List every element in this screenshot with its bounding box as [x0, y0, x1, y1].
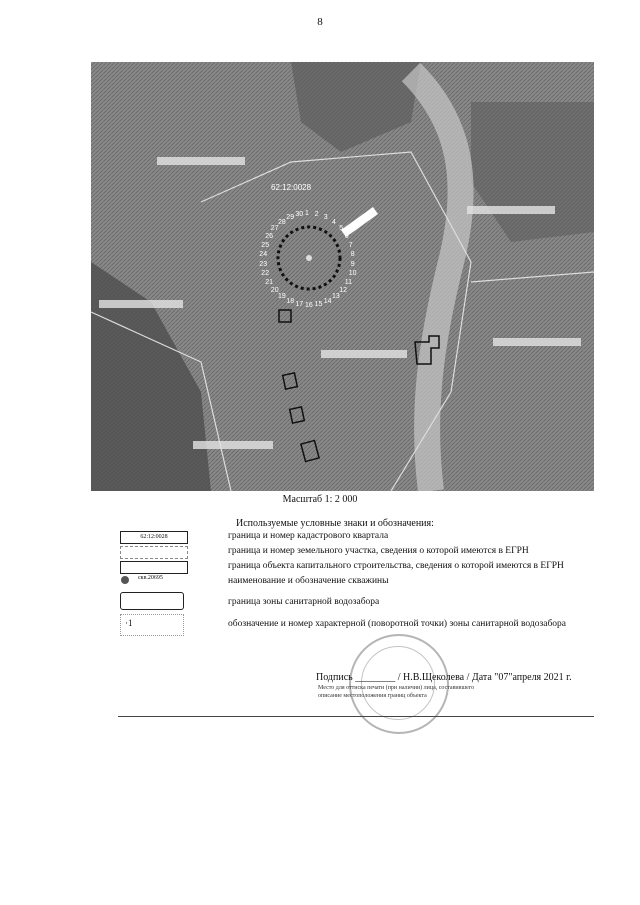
point-number: 16: [305, 302, 313, 309]
divider-line: [118, 716, 594, 717]
point-number: 4: [332, 218, 336, 226]
point-number: 15: [314, 301, 323, 308]
point-number: 27: [270, 225, 279, 233]
legend-item-well: наименование и обозначение скважины: [228, 576, 389, 586]
point-number: 22: [261, 270, 270, 278]
point-number: 18: [286, 298, 295, 305]
legend-symbol-well: [121, 576, 129, 584]
point-number: 21: [265, 279, 273, 286]
legend-title: Используемые условные знаки и обозначения:: [236, 518, 434, 529]
point-number: 5: [339, 225, 344, 233]
legend-item-quarter: граница и номер кадастрового квартала: [228, 531, 389, 541]
legend-symbol-point: [120, 614, 184, 636]
point-number: 10: [348, 270, 357, 278]
legend-symbol-plot: [120, 546, 188, 559]
legend-symbol-zone: [120, 592, 184, 610]
legend-symbol-well-label: скв.20695: [138, 575, 163, 581]
point-number: 20: [270, 286, 279, 294]
point-number: 9: [350, 260, 355, 268]
legend-symbol-quarter: 62:12:0028: [120, 531, 188, 544]
point-number: 19: [278, 293, 286, 301]
point-number: 28: [278, 218, 286, 226]
cadastral-block-label: 62:12:0028: [271, 183, 312, 192]
point-number: 13: [332, 293, 340, 301]
point-number: 25: [261, 241, 270, 249]
legend-item-building: граница объекта капитального строительства, сведения о которой имеются в ЕГРН: [228, 561, 564, 571]
map-image: [91, 62, 594, 491]
legend-item-point: обозначение и номер характерной (поворотной точки) зоны санитарной водозабора: [228, 619, 567, 629]
point-number: 7: [348, 241, 353, 249]
point-number: 11: [344, 279, 353, 286]
well-marker: [306, 255, 312, 261]
point-number: 29: [286, 214, 295, 221]
legend-item-zone: граница зоны санитарной водозабора: [228, 597, 380, 607]
page-number: 8: [317, 16, 323, 28]
legend-point-label: ·1: [125, 618, 133, 628]
point-number: 23: [259, 260, 268, 268]
point-number: 6: [344, 233, 349, 240]
legend-symbol-building: [120, 561, 188, 574]
signature-line: Подпись ________ / Н.В.Щеколева / Дата "07"апреля 2021 г.: [316, 672, 572, 683]
map-scale: Масштаб 1: 2 000: [282, 494, 358, 505]
point-number: 1: [305, 210, 309, 217]
point-number: 12: [339, 286, 347, 294]
point-number: 17: [295, 301, 304, 308]
signature-note: Место для оттиска печати (при наличии) лица, составившего описание местоположения границ объекта: [318, 685, 475, 699]
point-number: 2: [314, 211, 319, 218]
point-number: 14: [323, 298, 332, 305]
cadastral-map: [91, 62, 594, 491]
point-number: 8: [350, 251, 355, 259]
legend-item-plot: граница и номер земельного участка, сведения о которой имеются в ЕГРН: [228, 546, 529, 556]
point-number: 30: [295, 211, 304, 218]
point-number: 3: [323, 214, 328, 221]
point-number: 26: [265, 233, 273, 240]
point-number: 24: [259, 251, 268, 259]
